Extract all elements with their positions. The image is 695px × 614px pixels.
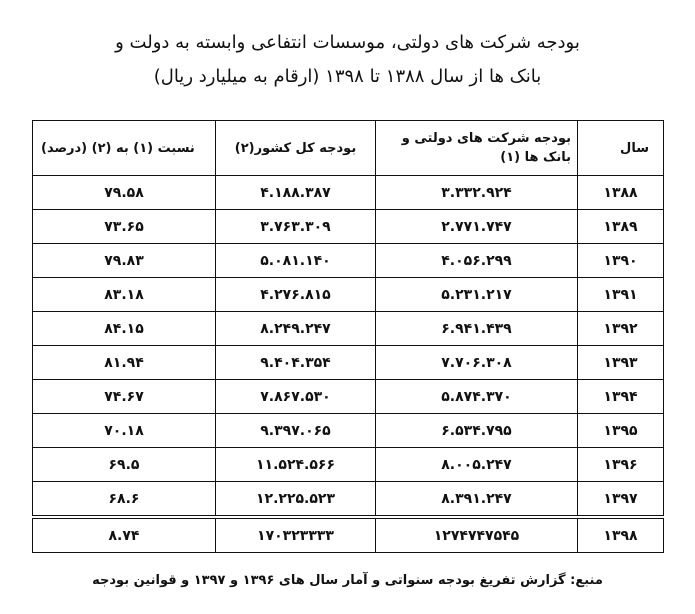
- table-row: [33, 278, 664, 312]
- cell-ratio: ۶۸.۶: [33, 482, 216, 518]
- cell-total-budget: ۱۱.۵۲۴.۵۶۶: [216, 448, 376, 482]
- cell-company-budget: ۱۲۷۴۷۴۷۵۴۵: [376, 517, 578, 553]
- budget-table: [32, 120, 664, 553]
- table-row: [33, 176, 664, 210]
- cell-total-budget: ۵.۰۸۱.۱۴۰: [216, 244, 376, 278]
- cell-total-budget: ۸.۲۴۹.۲۴۷: [216, 312, 376, 346]
- cell-ratio: ۷۹.۸۳: [33, 244, 216, 278]
- cell-total-budget: ۴.۱۸۸.۳۸۷: [216, 176, 376, 210]
- cell-year: ۱۳۹۶: [578, 448, 664, 482]
- cell-year: ۱۳۹۴: [578, 380, 664, 414]
- table-row: [33, 517, 664, 553]
- table-row: [33, 414, 664, 448]
- table-row: [33, 244, 664, 278]
- source-note: منبع: گزارش تفریغ بودجه سنواتی و آمار سال های ۱۳۹۶ و ۱۳۹۷ و قوانین بودجه: [92, 573, 603, 588]
- cell-total-budget: ۱۲.۲۲۵.۵۲۳: [216, 482, 376, 518]
- cell-ratio: ۷۴.۶۷: [33, 380, 216, 414]
- cell-total-budget: ۷.۸۶۷.۵۳۰: [216, 380, 376, 414]
- cell-company-budget: ۳.۳۳۲.۹۲۴: [376, 176, 578, 210]
- header-ratio: نسبت (۱) به (۲) (درصد): [33, 121, 216, 176]
- cell-ratio: ۷۰.۱۸: [33, 414, 216, 448]
- cell-company-budget: ۶.۹۴۱.۴۳۹: [376, 312, 578, 346]
- table-body: [33, 176, 664, 553]
- cell-total-budget: ۹.۴۰۴.۳۵۴: [216, 346, 376, 380]
- header-total-budget: بودجه کل کشور(۲): [216, 121, 376, 176]
- cell-year: ۱۳۹۷: [578, 482, 664, 518]
- cell-company-budget: ۶.۵۳۴.۷۹۵: [376, 414, 578, 448]
- title-line-2: بانک ها از سال ۱۳۸۸ تا ۱۳۹۸ (ارقام به میلیارد ریال): [153, 66, 542, 87]
- cell-ratio: ۶۹.۵: [33, 448, 216, 482]
- cell-ratio: ۷۹.۵۸: [33, 176, 216, 210]
- cell-year: ۱۳۹۱: [578, 278, 664, 312]
- table-row: [33, 312, 664, 346]
- title-line-1: بودجه شرکت های دولتی، موسسات انتفاعی وابسته به دولت و: [115, 32, 580, 53]
- cell-ratio: ۸۳.۱۸: [33, 278, 216, 312]
- header-company-budget: بودجه شرکت های دولتی و بانک ها (۱): [376, 121, 578, 176]
- cell-company-budget: ۴.۰۵۶.۲۹۹: [376, 244, 578, 278]
- cell-ratio: ۸۴.۱۵: [33, 312, 216, 346]
- cell-company-budget: ۲.۷۷۱.۷۴۷: [376, 210, 578, 244]
- cell-total-budget: ۹.۳۹۷.۰۶۵: [216, 414, 376, 448]
- table-row: [33, 210, 664, 244]
- table-row: [33, 346, 664, 380]
- page-title: [40, 26, 655, 94]
- table-header-row: [33, 121, 664, 176]
- cell-year: ۱۳۹۰: [578, 244, 664, 278]
- cell-year: ۱۳۹۸: [578, 517, 664, 553]
- cell-ratio: ۸.۷۴: [33, 517, 216, 553]
- cell-total-budget: ۴.۲۷۶.۸۱۵: [216, 278, 376, 312]
- cell-year: ۱۳۹۵: [578, 414, 664, 448]
- cell-ratio: ۷۳.۶۵: [33, 210, 216, 244]
- cell-ratio: ۸۱.۹۴: [33, 346, 216, 380]
- table-row: [33, 380, 664, 414]
- cell-company-budget: ۵.۸۷۴.۳۷۰: [376, 380, 578, 414]
- cell-company-budget: ۸.۳۹۱.۲۴۷: [376, 482, 578, 518]
- header-year: سال: [578, 121, 664, 176]
- cell-total-budget: ۱۷۰۳۲۳۳۳۳: [216, 517, 376, 553]
- cell-company-budget: ۷.۷۰۶.۳۰۸: [376, 346, 578, 380]
- cell-year: ۱۳۹۲: [578, 312, 664, 346]
- table-row: [33, 482, 664, 518]
- cell-company-budget: ۵.۲۳۱.۲۱۷: [376, 278, 578, 312]
- table-row: [33, 448, 664, 482]
- cell-company-budget: ۸.۰۰۵.۲۴۷: [376, 448, 578, 482]
- cell-year: ۱۳۹۳: [578, 346, 664, 380]
- cell-year: ۱۳۸۸: [578, 176, 664, 210]
- cell-total-budget: ۳.۷۶۳.۳۰۹: [216, 210, 376, 244]
- cell-year: ۱۳۸۹: [578, 210, 664, 244]
